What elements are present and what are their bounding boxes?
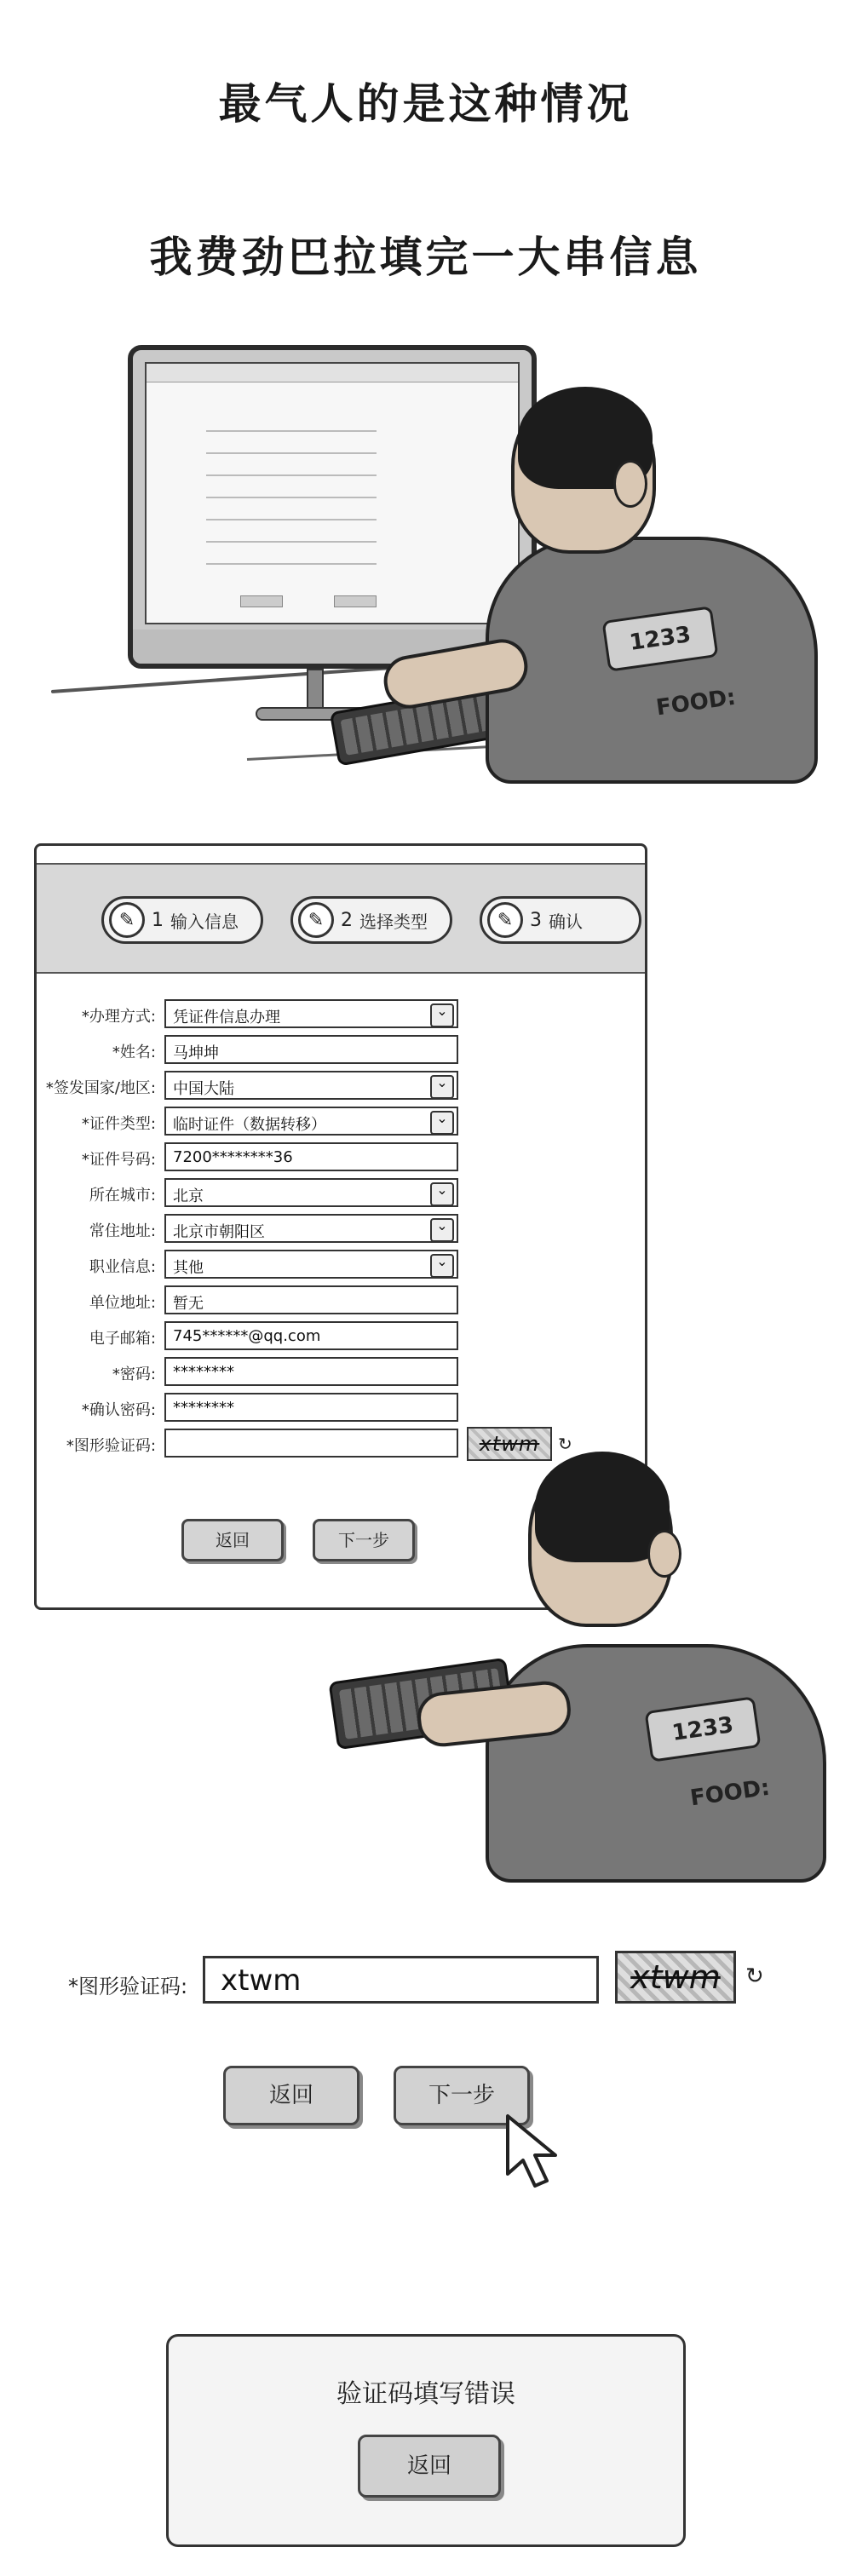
scene-person-at-monitor (51, 332, 818, 809)
form-row-id-type (37, 1105, 650, 1141)
shirt-text: FOOD: (688, 1774, 772, 1812)
person-typing (451, 366, 826, 775)
mini-buttons (240, 595, 377, 607)
name-input[interactable]: 马坤坤 (164, 1035, 458, 1064)
step-number: 1 (152, 909, 164, 931)
step-1[interactable] (101, 896, 263, 944)
method-select[interactable]: 凭证件信息办理 ⌄ (164, 999, 458, 1028)
back-button[interactable]: 返回 (181, 1519, 284, 1561)
field-label: *密码: (112, 1366, 156, 1383)
captcha-image[interactable]: xtwm (467, 1427, 552, 1461)
form-row-occupation (37, 1248, 650, 1284)
pointer-cursor-icon (504, 2113, 569, 2191)
form-row-method (37, 998, 650, 1033)
person-ear (647, 1530, 681, 1578)
city-select[interactable]: 北京 ⌄ (164, 1178, 458, 1207)
refresh-icon[interactable]: ↻ (558, 1434, 572, 1454)
back-button-zoom[interactable]: 返回 (223, 2066, 359, 2125)
step-number: 3 (530, 909, 542, 931)
refresh-icon[interactable]: ↻ (745, 1964, 764, 1989)
pencil-icon: ✎ (109, 902, 145, 938)
error-message: 验证码填写错误 (336, 2379, 515, 2409)
form-row-name (37, 1033, 650, 1069)
field-label: 单位地址: (89, 1294, 156, 1312)
shirt-logo: 1233 (601, 606, 718, 672)
confirm-password-input[interactable]: ******** (164, 1393, 458, 1422)
country-select[interactable]: 中国大陆 ⌄ (164, 1071, 458, 1100)
work-address-input[interactable]: 暂无 (164, 1285, 458, 1314)
form-row-country (37, 1069, 650, 1105)
monitor-stand (307, 669, 324, 711)
person-typing-2 (332, 1448, 835, 1891)
field-label: *姓名: (112, 1044, 156, 1061)
field-label: *办理方式: (81, 1008, 156, 1026)
id-number-input[interactable]: 7200********36 (164, 1142, 458, 1171)
field-label: *确认密码: (81, 1401, 156, 1419)
form-row-email (37, 1320, 650, 1355)
field-label: *图形验证码: (66, 1437, 156, 1455)
shirt-text: FOOD: (654, 684, 738, 722)
form-fields (37, 998, 650, 1463)
pencil-icon: ✎ (298, 902, 334, 938)
captcha-input-zoom[interactable]: xtwm (203, 1956, 599, 2004)
step-label: 确认 (549, 911, 583, 932)
field-label: 常住地址: (89, 1222, 156, 1240)
field-label: 职业信息: (89, 1258, 156, 1276)
address-select[interactable]: 北京市朝阳区 ⌄ (164, 1214, 458, 1243)
step-label: 选择类型 (359, 911, 428, 932)
step-3[interactable] (480, 896, 641, 944)
step-label: 输入信息 (170, 911, 239, 932)
field-label: 电子邮箱: (89, 1330, 156, 1348)
pencil-icon: ✎ (487, 902, 523, 938)
form-row-address (37, 1212, 650, 1248)
password-input[interactable]: ******** (164, 1357, 458, 1386)
field-label: *签发国家/地区: (45, 1079, 156, 1097)
next-button[interactable]: 下一步 (313, 1519, 415, 1561)
dialog-back-button[interactable]: 返回 (358, 2435, 501, 2498)
step-2[interactable] (290, 896, 452, 944)
shirt-logo: 1233 (644, 1696, 761, 1762)
caption-line-2: 我费劲巴拉填完一大串信息 (149, 233, 702, 282)
steps-bar (37, 863, 645, 974)
mini-form (206, 423, 377, 578)
captcha-image-zoom[interactable]: xtwm (615, 1951, 736, 2004)
occupation-select[interactable]: 其他 ⌄ (164, 1250, 458, 1279)
field-label: *证件类型: (81, 1115, 156, 1133)
error-dialog (166, 2334, 686, 2547)
field-label: 所在城市: (89, 1187, 156, 1205)
next-button-zoom[interactable]: 下一步 (394, 2066, 530, 2125)
form-row-password (37, 1355, 650, 1391)
form-row-confirm-password (37, 1391, 650, 1427)
caption-line-1: 最气人的是这种情况 (218, 79, 633, 129)
form-row-work-address (37, 1284, 650, 1320)
person-torso (486, 1644, 826, 1883)
person-ear (613, 460, 647, 508)
captcha-label: *图形验证码: (68, 1975, 188, 1998)
field-label: *证件号码: (81, 1151, 156, 1169)
id-type-select[interactable]: 临时证件（数据转移） ⌄ (164, 1107, 458, 1136)
email-input[interactable]: 745******@qq.com (164, 1321, 458, 1350)
form-row-city (37, 1176, 650, 1212)
form-row-id-number (37, 1141, 650, 1176)
step-number: 2 (341, 909, 353, 931)
